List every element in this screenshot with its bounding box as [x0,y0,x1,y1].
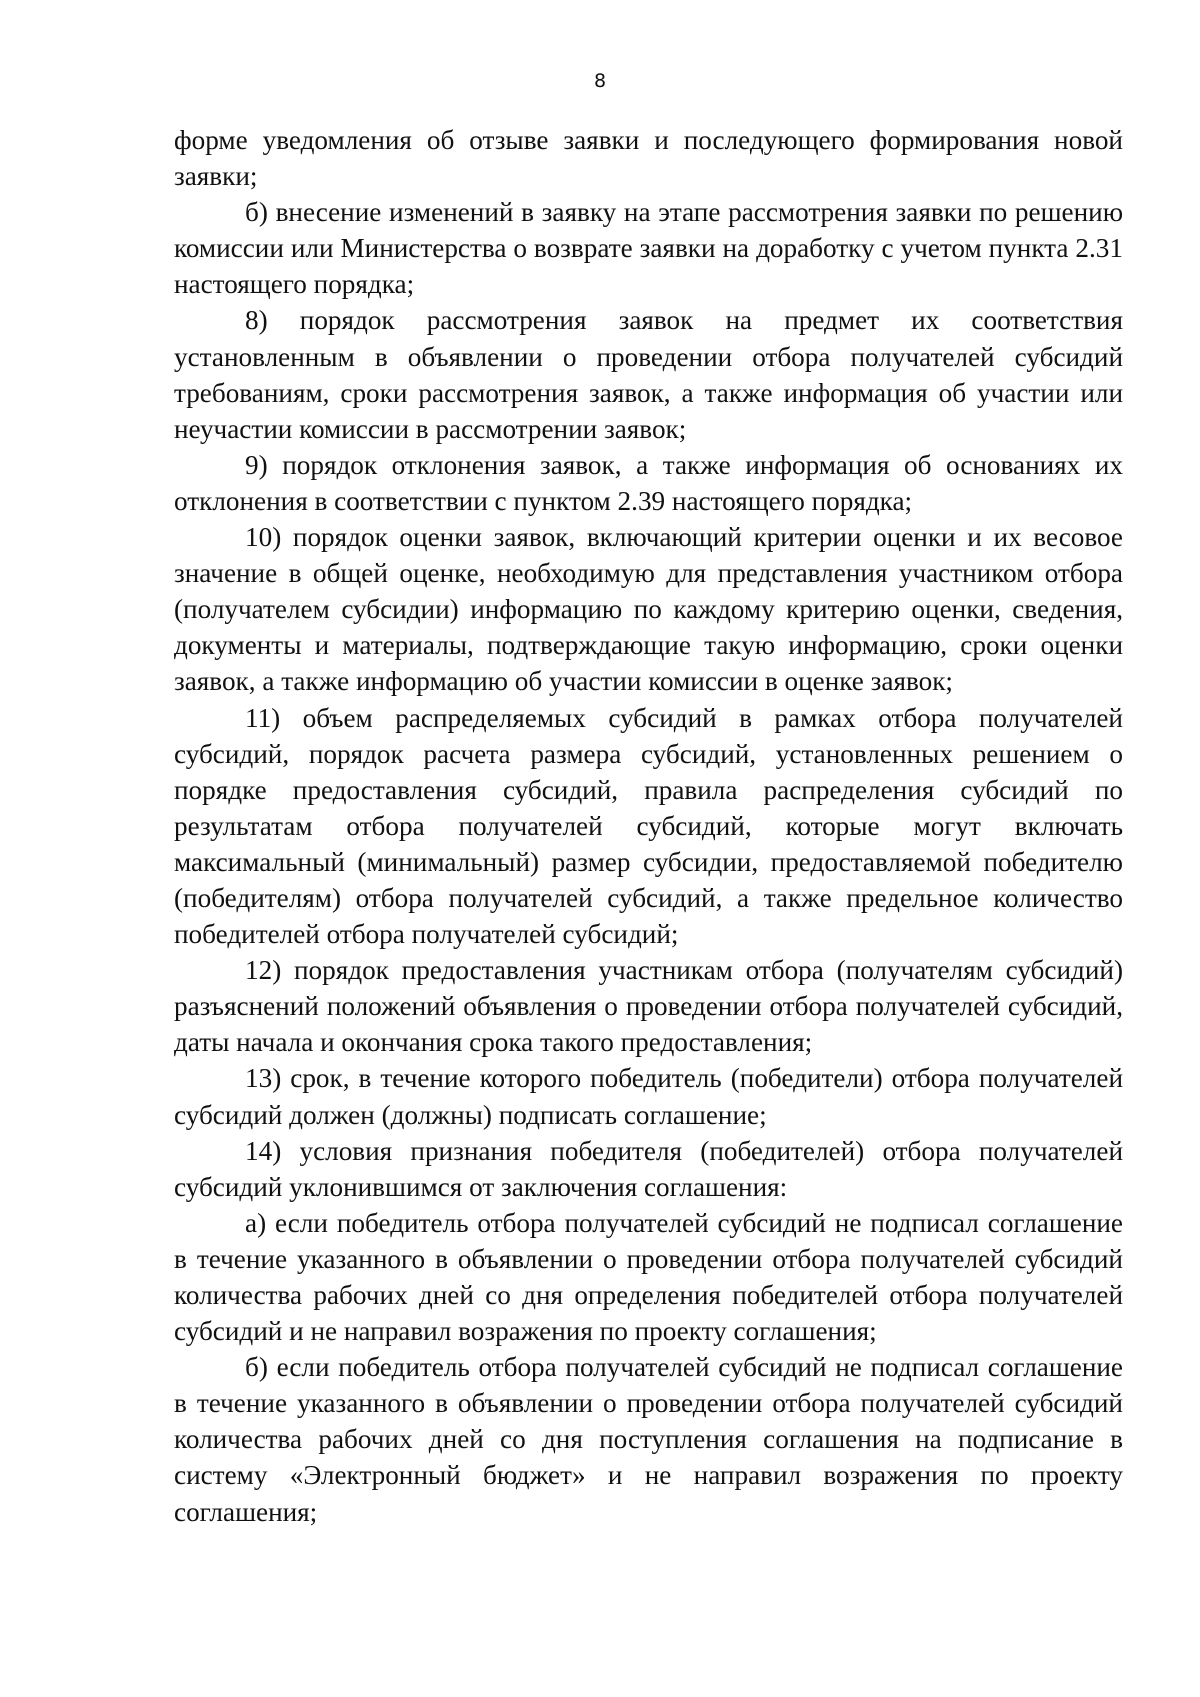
paragraph-item-13: 13) срок, в течение которого победитель (победители) отбора получателей субсидий должен (должны) подписать соглашение; [174,1063,1123,1130]
paragraph-item-8: 8) порядок рассмотрения заявок на предмет их соответствия установленным в объявлении о проведении отбора получателей субсидий требованиям, сроки рассмотрения заявок, а также информация об участии или неучастии комиссии в рассмотрении заявок; [174,305,1123,444]
document-body [174,122,1123,1530]
paragraph-continuation: форме уведомления об отзыве заявки и последующего формирования новой заявки; [174,125,1123,192]
paragraph-item-11: 11) объем распределяемых субсидий в рамках отбора получателей субсидий, порядок расчета размера субсидий, установленных решением о порядке предоставления субсидий, правила распределения субсидий по результатам отбора получателей субсидий, которые могут включать максимальный (минимальный) размер субсидии, предоставляемой победителю (победителям) отбора получателей субсидий, а также предельное количество победителей отбора получателей субсидий; [174,702,1123,950]
paragraph-item-12: 12) порядок предоставления участникам отбора (получателям субсидий) разъяснений положений объявления о проведении отбора получателей субсидий, даты начала и окончания срока такого предоставления; [174,955,1123,1058]
paragraph-item-b-amendments: б) внесение изменений в заявку на этапе рассмотрения заявки по решению комиссии или Министерства о возврате заявки на доработку с учетом пункта 2.31 настоящего порядка; [174,197,1123,300]
paragraph-item-10: 10) порядок оценки заявок, включающий критерии оценки и их весовое значение в общей оценке, необходимую для представления участником отбора (получателем субсидии) информацию по каждому критерию оценки, сведения, документы и материалы, подтверждающие такую информацию, сроки оценки заявок, а также информацию об участии комиссии в оценке заявок; [174,522,1123,697]
paragraph-item-9: 9) порядок отклонения заявок, а также информация об основаниях их отклонения в соответствии с пунктом 2.39 настоящего порядка; [174,449,1123,516]
paragraph-item-14: 14) условия признания победителя (победителей) отбора получателей субсидий уклонившимся от заключения соглашения: [174,1135,1123,1202]
paragraph-subitem-a: а) если победитель отбора получателей субсидий не подписал соглашение в течение указанного в объявлении о проведении отбора получателей субсидий количества рабочих дней со дня определения победителей отбора получателей субсидий и не направил возражения по проекту соглашения; [174,1207,1123,1347]
page-number: 8 [593,70,607,92]
paragraph-subitem-b: б) если победитель отбора получателей субсидий не подписал соглашение в течение указанного в объявлении о проведении отбора получателей субсидий количества рабочих дней со дня поступления соглашения на подписание в систему «Электронный бюджет» и не направил возражения по проекту соглашения; [174,1352,1123,1527]
